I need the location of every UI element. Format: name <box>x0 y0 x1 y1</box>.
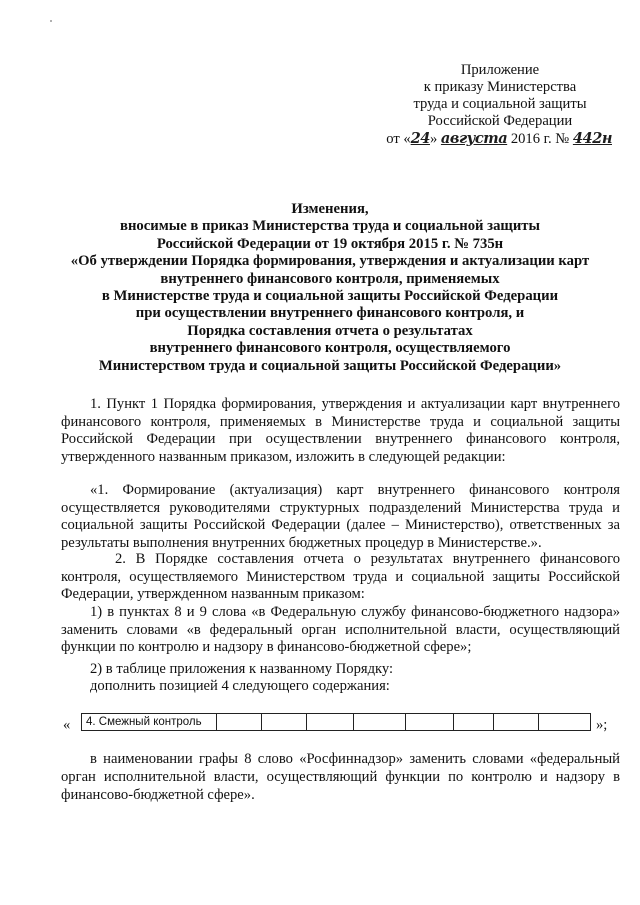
title-line: Российской Федерации от 19 октября 2015 г. № 735н <box>156 235 504 252</box>
appendix-label: Приложение <box>460 62 540 78</box>
table-quote-open: « <box>63 717 71 733</box>
paragraph-quoted-point-1: «1. Формирование (актуализация) карт внутреннего финансового контроля осуществляется руководителями структурных подразделений Министерства труда и социальной защиты Российской Федерации (далее – Министерство), ответственных за результаты выполнения внутренних бюджетных процедур в Министерстве.». <box>61 482 620 551</box>
inserted-table-row <box>81 713 591 731</box>
date-prefix: от « <box>386 131 411 147</box>
paragraph-column-rename: в наименовании графы 8 слово «Росфиннадзор» заменить словами «федеральный орган исполнительной власти, осуществляющий функции по контролю и надзору в финансово-бюджетной сфере». <box>61 751 620 803</box>
appendix-ministry: труда и социальной защиты <box>413 96 587 112</box>
table-cell <box>454 714 494 730</box>
table-cell <box>539 714 590 730</box>
scan-speck <box>50 20 52 22</box>
date-year: 2016 г. № <box>507 131 573 147</box>
title-line: при осуществлении внутреннего финансового контроля, и <box>135 305 525 322</box>
table-cell <box>262 714 307 730</box>
date-day-handwritten: 24 <box>410 130 430 147</box>
document-title <box>40 201 620 375</box>
order-number-handwritten: 442н <box>572 130 612 147</box>
title-line: внутреннего финансового контроля, применяемых <box>160 270 500 287</box>
appendix-order-ref: к приказу Министерства <box>423 79 577 95</box>
title-line: Изменения, <box>291 201 369 217</box>
appendix-date-line <box>380 130 620 148</box>
title-line: Порядка составления отчета о результатах <box>187 322 473 339</box>
title-line: в Министерстве труда и социальной защиты Российской Федерации <box>101 288 559 305</box>
title-line: Министерством труда и социальной защиты Российской Федерации» <box>98 357 562 374</box>
paragraph-add-position: дополнить позицией 4 следующего содержания: <box>90 678 390 694</box>
paragraph-subitem-1: 1) в пунктах 8 и 9 слова «в Федеральную службу финансово-бюджетного надзора» заменить словами «в федеральный орган исполнительной власти, осуществляющий функции по контролю и надзору в финансово-бюджетной сфере»; <box>61 604 620 655</box>
table-quote-close: »; <box>596 717 608 733</box>
title-line: «Об утверждении Порядка формирования, утверждения и актуализации карт <box>70 253 590 270</box>
appendix-country: Российской Федерации <box>427 113 573 129</box>
paragraph-item-1: 1. Пункт 1 Порядка формирования, утверждения и актуализации карт внутреннего финансового контроля, применяемых в Министерстве труда и социальной защиты Российской Федерации при осуществлении внутреннего финансового контроля, утвержденного названным приказом, изложить в следующей редакции: <box>61 396 620 465</box>
table-cell <box>307 714 354 730</box>
table-cell <box>217 714 262 730</box>
date-mid: » <box>429 131 441 147</box>
table-cell-control-type: 4. Смежный контроль <box>82 714 217 730</box>
appendix-header <box>380 62 620 148</box>
table-cell <box>354 714 406 730</box>
table-cell <box>406 714 454 730</box>
title-line: вносимые в приказ Министерства труда и социальной защиты <box>120 218 540 235</box>
title-line: внутреннего финансового контроля, осуществляемого <box>149 340 511 357</box>
date-month-handwritten: августа <box>440 130 508 147</box>
table-cell <box>494 714 539 730</box>
paragraph-item-2: 2. В Порядке составления отчета о результатах внутреннего финансового контроля, осуществляемого Министерством труда и социальной защиты Российской Федерации, утвержденном названным приказом: <box>61 551 620 602</box>
paragraph-subitem-2: 2) в таблице приложения к названному Порядку: <box>90 661 394 677</box>
